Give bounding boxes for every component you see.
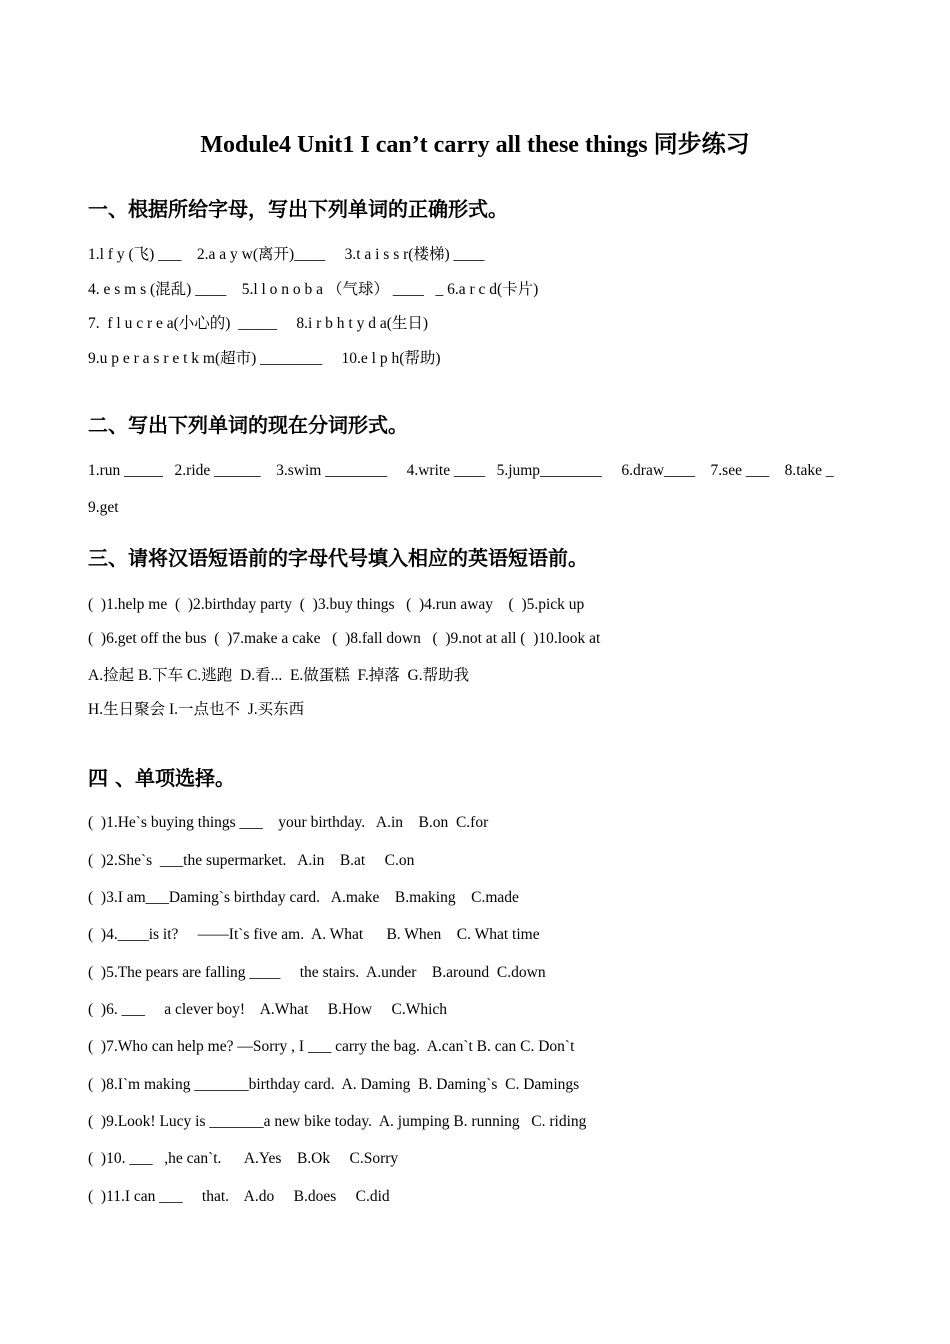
section-3-line-3: A.捡起 B.下车 C.逃跑 D.看... E.做蛋糕 F.掉落 G.帮助我 <box>88 667 470 684</box>
page-title: Module4 Unit1 I can’t carry all these things 同步练习 <box>200 132 750 158</box>
section-4-q7: ( )7.Who can help me? —Sorry , I ___ carry the bag. A.can`t B. can C. Don`t <box>88 1038 575 1055</box>
section-1-line-2: 4. e s m s (混乱) ____ 5.l l o n o b a （气球） ____ _ 6.a r c d(卡片) <box>88 281 539 298</box>
section-4-q3: ( )3.I am___Daming`s birthday card. A.make B.making C.made <box>88 889 519 906</box>
section-1-line-4: 9.u p e r a s r e t k m(超市) ________ 10.e l p h(帮助) <box>88 350 441 367</box>
section-4-q1: ( )1.He`s buying things ___ your birthday. A.in B.on C.for <box>88 814 489 831</box>
section-4-q4: ( )4.____is it? ——It`s five am. A. What B. When C. What time <box>88 926 540 943</box>
section-4-q2: ( )2.She`s ___the supermarket. A.in B.at C.on <box>88 852 415 869</box>
section-4-heading: 四 、单项选择。 <box>88 766 235 790</box>
section-4-q9: ( )9.Look! Lucy is _______a new bike today. A. jumping B. running C. riding <box>88 1113 587 1130</box>
section-4-q6: ( )6. ___ a clever boy! A.What B.How C.Which <box>88 1001 448 1018</box>
section-1-line-1: 1.l f y (飞) ___ 2.a a y w(离开)____ 3.t a i s s r(楼梯) ____ <box>88 246 485 263</box>
section-4-q5: ( )5.The pears are falling ____ the stairs. A.under B.around C.down <box>88 964 546 981</box>
section-4-q11: ( )11.I can ___ that. A.do B.does C.did <box>88 1188 390 1205</box>
section-4-q10: ( )10. ___ ,he can`t. A.Yes B.Ok C.Sorry <box>88 1150 399 1167</box>
section-3-line-1: ( )1.help me ( )2.birthday party ( )3.buy things ( )4.run away ( )5.pick up <box>88 596 585 613</box>
section-2-heading: 二、写出下列单词的现在分词形式。 <box>88 413 408 437</box>
section-3-line-4: H.生日聚会 I.一点也不 J.买东西 <box>88 701 305 718</box>
section-1-line-3: 7. f l u c r e a(小心的) _____ 8.i r b h t y d a(生日) <box>88 315 429 332</box>
section-3-line-2: ( )6.get off the bus ( )7.make a cake ( )8.fall down ( )9.not at all ( )10.look at <box>88 630 601 647</box>
section-2-line-1: 1.run _____ 2.ride ______ 3.swim ________ 4.write ____ 5.jump________ 6.draw____ 7.see ___ 8.take _ <box>88 462 834 479</box>
section-1-heading: 一、根据所给字母，写出下列单词的正确形式。 <box>88 197 508 221</box>
section-4-q8: ( )8.I`m making _______birthday card. A. Daming B. Daming`s C. Damings <box>88 1076 580 1093</box>
section-2-line-2: 9.get <box>88 499 119 516</box>
section-3-heading: 三、请将汉语短语前的字母代号填入相应的英语短语前。 <box>88 546 588 570</box>
